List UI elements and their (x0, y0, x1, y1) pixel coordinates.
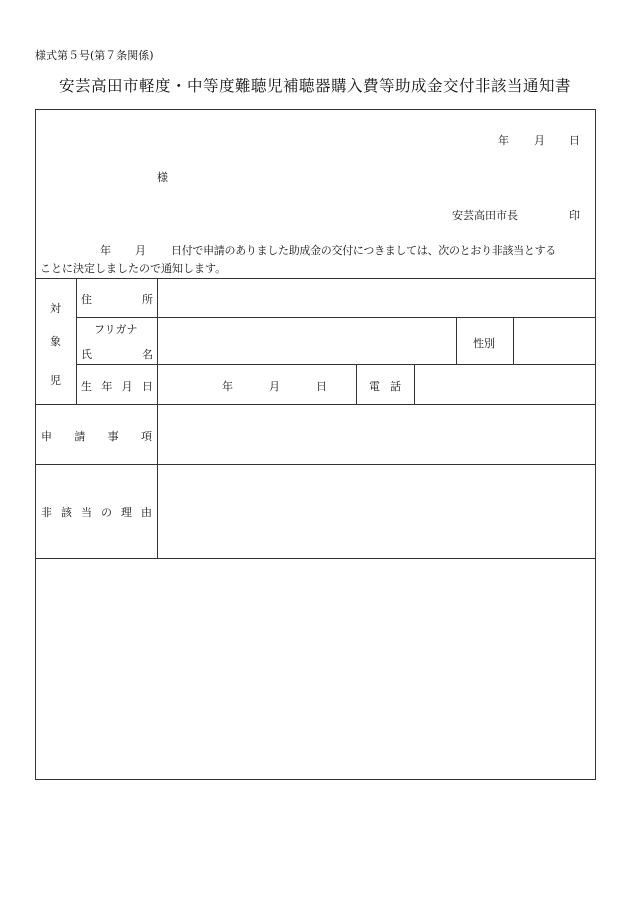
reason-label (41, 504, 152, 520)
issue-date-year: 年 (498, 134, 509, 147)
name-label-char: 名 (142, 348, 153, 361)
divider (414, 364, 415, 404)
divider (36, 558, 596, 559)
application-label-char: 請 (74, 430, 86, 443)
divider (513, 317, 514, 364)
phone-label-char: 話 (390, 380, 401, 393)
reason-label-char: 理 (121, 506, 132, 519)
form-table (35, 109, 596, 780)
addressee-suffix: 様 (157, 171, 168, 184)
reason-label-char: 由 (141, 506, 152, 519)
notice-year: 年 (100, 244, 111, 257)
reason-label-char: 該 (61, 506, 72, 519)
application-label-char: 事 (107, 430, 119, 443)
birthdate-label-char: 生 (81, 380, 92, 393)
reason-label-char: 当 (81, 506, 92, 519)
phone-label (369, 378, 401, 394)
divider (76, 364, 596, 365)
divider (76, 278, 77, 404)
birthdate-label-char: 日 (141, 380, 153, 393)
form-number: 様式第５号(第７条関係) (35, 49, 154, 62)
reason-label-char: の (101, 506, 112, 519)
notice-line-2: ことに決定しましたので通知します。 (40, 262, 227, 275)
notice-line-1: 日付で申請のありました助成金の交付につきましては、次のとおり非該当とする (171, 244, 556, 257)
issue-date-month: 月 (534, 134, 545, 147)
subject-label-char: 児 (50, 374, 61, 387)
divider (36, 278, 596, 279)
reason-label-char: 非 (41, 506, 52, 519)
seal-mark: 印 (569, 209, 580, 222)
divider (36, 464, 596, 465)
name-label (81, 346, 153, 362)
sex-label: 性別 (473, 337, 495, 350)
subject-label-char: 対 (50, 302, 61, 315)
issue-date-day: 日 (569, 134, 580, 147)
birthdate-year: 年 (222, 380, 233, 393)
address-label-char: 所 (142, 293, 153, 306)
birthdate-day: 日 (316, 380, 327, 393)
application-label (41, 428, 152, 444)
divider (157, 278, 158, 558)
birthdate-month: 月 (269, 380, 280, 393)
divider (356, 364, 357, 404)
divider (456, 317, 457, 364)
subject-label-char: 象 (50, 335, 61, 348)
birthdate-label-char: 月 (121, 380, 133, 393)
name-label-char: 氏 (81, 348, 92, 361)
divider (76, 317, 596, 318)
application-label-char: 項 (140, 430, 152, 443)
birthdate-label (81, 378, 153, 394)
divider (36, 404, 596, 405)
application-label-char: 申 (41, 430, 52, 443)
page-title: 安芸高田市軽度・中等度難聴児補聴器購入費等助成金交付非該当通知書 (58, 77, 571, 95)
phone-label-char: 電 (369, 380, 380, 393)
issuer-name: 安芸高田市長 (452, 209, 518, 222)
notice-month: 月 (135, 244, 146, 257)
address-label-char: 住 (81, 293, 92, 306)
address-label (81, 291, 153, 307)
birthdate-label-char: 年 (101, 380, 113, 393)
furigana-label: フリガナ (94, 323, 138, 336)
